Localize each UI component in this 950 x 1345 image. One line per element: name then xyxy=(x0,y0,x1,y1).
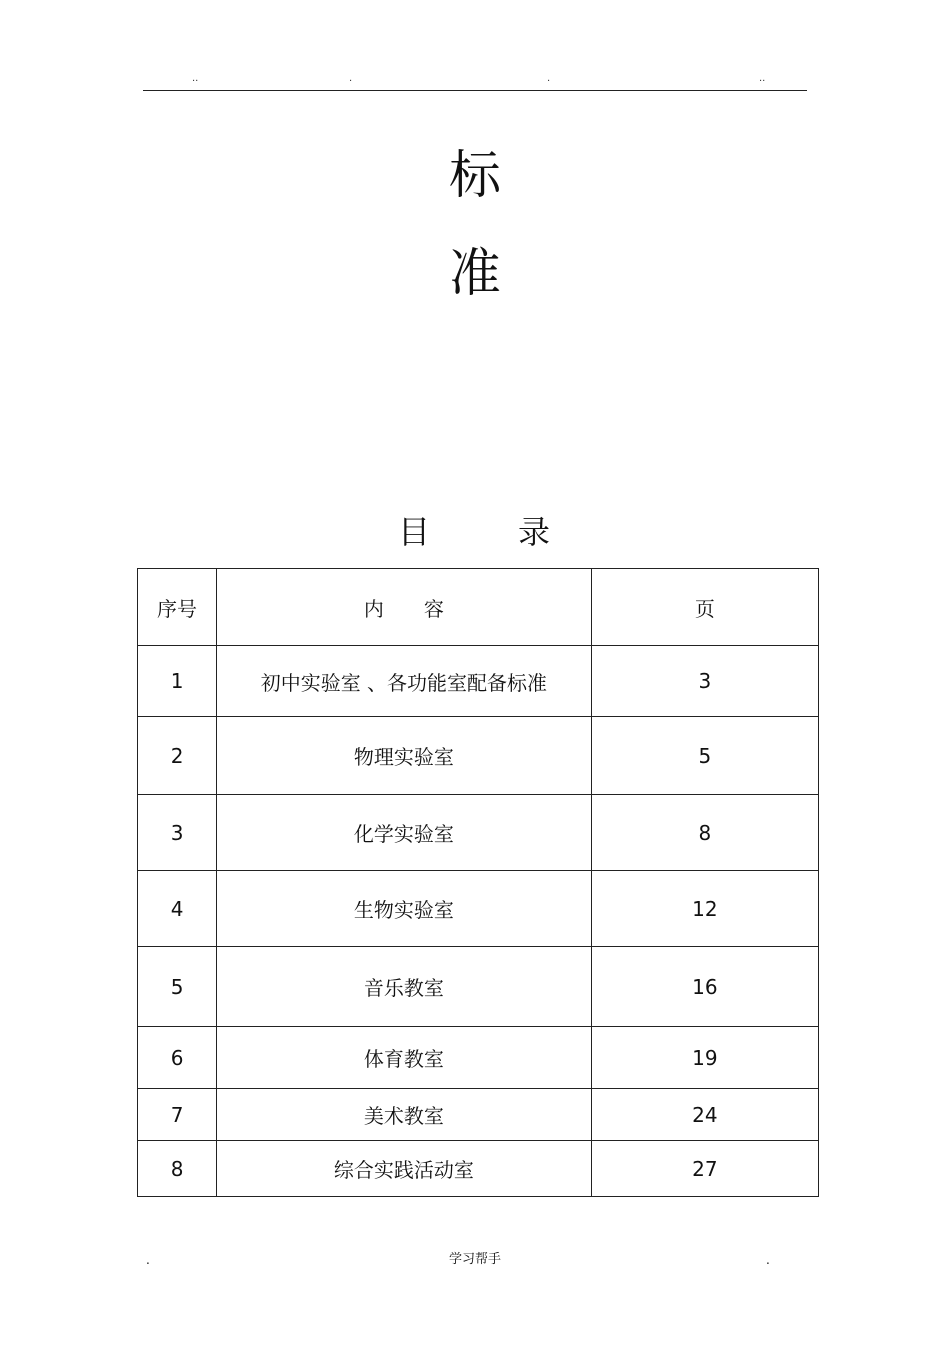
row-num: 2 xyxy=(138,717,217,795)
row-content: 音乐教室 xyxy=(217,947,592,1027)
row-num: 1 xyxy=(138,646,217,717)
footer-text: 学习帮手 xyxy=(448,1252,501,1267)
header-dot: .. xyxy=(192,73,199,84)
header-dot: . xyxy=(547,73,551,84)
table-row xyxy=(138,717,819,795)
row-num: 4 xyxy=(138,871,217,947)
page-footer xyxy=(0,1250,950,1270)
row-content: 生物实验室 xyxy=(217,871,592,947)
column-header-num: 序号 xyxy=(138,569,217,646)
row-page: 19 xyxy=(591,1027,818,1089)
row-page: 12 xyxy=(591,871,818,947)
table-row xyxy=(138,1089,819,1141)
table-row xyxy=(138,871,819,947)
column-header-page: 页 xyxy=(591,569,818,646)
row-num: 5 xyxy=(138,947,217,1027)
row-num: 3 xyxy=(138,795,217,871)
title-char-2: 准 xyxy=(448,244,501,304)
toc-heading xyxy=(0,510,950,554)
column-header-content: 内 容 xyxy=(217,569,592,646)
row-page: 8 xyxy=(591,795,818,871)
row-content: 化学实验室 xyxy=(217,795,592,871)
table-header-row xyxy=(138,569,819,646)
footer-dot-left: . xyxy=(146,1253,150,1267)
row-page: 3 xyxy=(591,646,818,717)
toc-heading-left: 目 xyxy=(398,513,431,551)
row-content: 综合实践活动室 xyxy=(217,1141,592,1197)
row-page: 27 xyxy=(591,1141,818,1197)
table-row xyxy=(138,646,819,717)
row-content: 体育教室 xyxy=(217,1027,592,1089)
table-row xyxy=(138,1027,819,1089)
row-content: 物理实验室 xyxy=(217,717,592,795)
row-num: 7 xyxy=(138,1089,217,1141)
row-num: 8 xyxy=(138,1141,217,1197)
toc-heading-right: 录 xyxy=(518,513,551,551)
header-rule xyxy=(143,90,807,91)
footer-dot-right: . xyxy=(766,1253,770,1267)
table-row xyxy=(138,1141,819,1197)
row-content: 初中实验室 、各功能室配备标准 xyxy=(217,646,592,717)
toc-table xyxy=(137,568,819,1197)
table-row xyxy=(138,947,819,1027)
table-row xyxy=(138,795,819,871)
row-page: 16 xyxy=(591,947,818,1027)
row-num: 6 xyxy=(138,1027,217,1089)
page-header xyxy=(0,74,950,88)
row-content: 美术教室 xyxy=(217,1089,592,1141)
header-dot: . xyxy=(349,73,353,84)
row-page: 24 xyxy=(591,1089,818,1141)
row-page: 5 xyxy=(591,717,818,795)
header-dot: .. xyxy=(759,73,766,84)
title-char-1: 标 xyxy=(448,146,501,206)
